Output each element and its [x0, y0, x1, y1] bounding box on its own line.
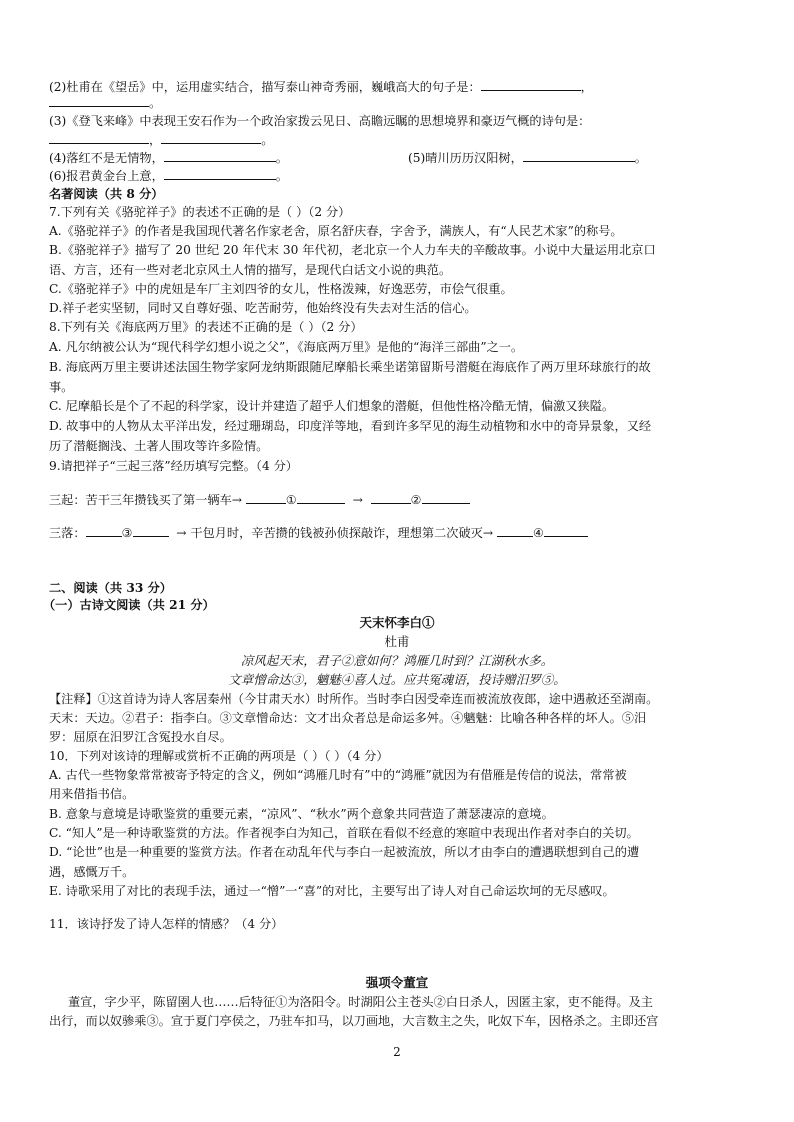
q8-option-b: B. 海底两万里主要讲述法国生物学家阿龙纳斯跟随尼摩船长乘坐诺第留斯号潜艇在海底作了两万里环球旅行的故	[49, 360, 651, 374]
answer-blank[interactable]	[161, 131, 261, 144]
answer-blank-1[interactable]	[246, 491, 286, 504]
fill-prompt: (6)报君黄金台上意，	[49, 169, 164, 183]
q10-option-d: D. “论世”也是一种重要的鉴赏方法。作者在动乱年代与李白一起被流放，所以才由李白的遭遇联想到自己的遭	[49, 845, 640, 859]
question-9: 9.请把祥子“三起三落”经历填写完整。（4 分）	[49, 459, 298, 473]
q10-option-b: B. 意象与意境是诗歌鉴赏的重要元素，“凉风”、“秋水”两个意象共同营造了萧瑟凄凉的意境。	[49, 807, 554, 821]
three-falls-line	[49, 524, 588, 541]
prose-title: 强项令董宣	[365, 975, 429, 990]
section-heading-classics: 名著阅读（共 8 分）	[49, 187, 164, 201]
answer-blank-2[interactable]	[371, 491, 411, 504]
q7-option-d: D.祥子老实坚韧，同时又自尊好强、吃苦耐劳，他始终没有失去对生活的信心。	[49, 301, 477, 315]
q8-option-d: D. 故事中的人物从太平洋出发，经过珊瑚岛，印度洋等地，看到许多罕见的海生动植物和水中的奇异景象，又经	[49, 419, 652, 433]
poem-line-2: 文章憎命达③，魑魅④喜人过。应共冤魂语，投诗赠汨罗⑤。	[228, 672, 566, 687]
question-7: 7.下列有关《骆驼祥子》的表述不正确的是（ ）（2 分）	[49, 205, 351, 219]
q10-option-a-cont: 用来借指书信。	[49, 787, 135, 801]
q7-option-b-cont: 语、方言，还有一些对老北京风土人情的描写，是现代白话文小说的典范。	[49, 263, 452, 277]
answer-blank[interactable]	[523, 149, 635, 162]
fill-line-6: (6)报君黄金台上意， 。	[49, 169, 288, 183]
answer-blank-2[interactable]	[422, 491, 470, 504]
answer-blank-4[interactable]	[544, 524, 588, 537]
poem-author: 杜甫	[384, 634, 410, 649]
fill-prompt: (4)落红不是无情物，	[49, 151, 164, 165]
answer-blank-1[interactable]	[297, 491, 345, 504]
fill-line-2: (2)杜甫在《望岳》中，运用虚实结合，描写泰山神奇秀丽，巍峨高大的句子是： ，	[49, 80, 593, 94]
arrow: →	[352, 493, 363, 507]
fill-prompt: (3)《登飞来峰》中表现王安石作为一个政治家拨云见日、高瞻远瞩的思想境界和豪迈气概的诗句是：	[49, 114, 591, 128]
question-8: 8.下列有关《海底两万里》的表述不正确的是（ ）（2 分）	[49, 320, 363, 334]
blank-marker-4: ④	[532, 526, 544, 540]
answer-blank[interactable]	[481, 78, 581, 91]
fill-line-2-cont: 。	[49, 94, 161, 111]
q10-option-c: C. “知人”是一种诗歌鉴赏的方法。作者视李白为知己，首联在看似不经意的寒暄中表现出作者对李白的关切。	[49, 826, 639, 840]
q7-option-c: C.《骆驼祥子》中的虎妞是车厂主刘四爷的女儿，性格泼辣，好逸恶劳，市侩气很重。	[49, 282, 513, 296]
three-rises-label: 三起：苦干三年攒钱买了第一辆车→	[49, 493, 243, 507]
three-falls-middle: → 干包月时，辛苦攒的钱被孙侦探敲诈，理想第二次破灭→	[176, 526, 494, 540]
answer-blank[interactable]	[49, 131, 149, 144]
answer-blank[interactable]	[164, 167, 276, 180]
poem-note-1: 【注释】①这首诗为诗人客居秦州（今甘肃天水）时所作。当时李白因受牵连而被流放夜郎，途中遇赦还至湖南。	[49, 692, 659, 706]
prose-paragraph-line-1: 董宣，字少平，陈留圉人也……后特征①为洛阳令。时湖阳公主苍头②白日杀人，因匿主家，吏不能得。及主	[68, 995, 653, 1009]
poem-note-3: 罗：屈原在汨罗江含冤投水自尽。	[49, 730, 232, 744]
fill-prompt: (5)晴川历历汉阳树，	[408, 151, 523, 165]
q7-option-a: A.《骆驼祥子》的作者是我国现代著名作家老舍，原名舒庆春，字舍予，满族人，有“人民艺术家”的称号。	[49, 224, 623, 238]
q10-option-e: E. 诗歌采用了对比的表现手法，通过一“憎”一“喜”的对比，主要写出了诗人对自己命运坎坷的无尽感叹。	[49, 884, 615, 898]
fill-line-4: (4)落红不是无情物， 。	[49, 151, 288, 165]
q10-option-d-cont: 遇，感慨万千。	[49, 865, 135, 879]
fill-line-3	[49, 113, 590, 129]
q10-option-a: A. 古代一些物象常常被寄予特定的含义，例如“鸿雁几时有”中的“鸿雁”就因为有借雁是传信的说法，常常被	[49, 768, 627, 782]
q8-option-b-cont: 事。	[49, 380, 74, 394]
fill-prompt: (2)杜甫在《望岳》中，运用虚实结合，描写泰山神奇秀丽，巍峨高大的句子是：	[49, 80, 481, 94]
answer-blank[interactable]	[164, 149, 276, 162]
blank-marker-3: ③	[121, 526, 133, 540]
page-number: 2	[393, 1045, 401, 1059]
section-heading-reading: 二、阅读（共 33 分）	[49, 581, 172, 595]
q7-option-b: B.《骆驼祥子》描写了 20 世纪 20 年代末 30 年代初，老北京一个人力车夫的辛酸故事。小说中大量运用北京口	[49, 243, 656, 257]
blank-marker-2: ②	[410, 493, 422, 507]
poem-note-2: 天末：天边。②君子：指李白。③文章憎命达：文才出众者总是命运多舛。④魑魅：比喻各种各样的坏人。⑤汨	[49, 711, 647, 725]
q8-option-d-cont: 历了潜艇搁浅、土著人围攻等许多险情。	[49, 439, 269, 453]
prose-paragraph-line-2: 出行，而以奴骖乘③。宣于夏门亭侯之，乃驻车扣马，以刀画地，大言数主之失，叱奴下车，因格杀之。主即还宫	[49, 1014, 659, 1028]
poem-line-1: 凉风起天末，君子②意如何？鸿雁几时到？江湖秋水多。	[240, 653, 554, 668]
three-rises-line	[49, 491, 470, 508]
answer-blank[interactable]	[49, 94, 149, 107]
question-11: 11．该诗抒发了诗人怎样的情感？（4 分）	[49, 917, 284, 931]
answer-blank-3[interactable]	[86, 524, 122, 537]
fill-line-5: (5)晴川历历汉阳树， 。	[408, 151, 647, 165]
answer-blank-4[interactable]	[497, 524, 533, 537]
q8-option-c: C. 尼摩船长是个了不起的科学家，设计并建造了超乎人们想象的潜艇，但他性格冷酷无情，偏激又狭隘。	[49, 399, 615, 413]
answer-blank-3[interactable]	[133, 524, 169, 537]
fill-line-3-cont: ， 。	[49, 131, 273, 148]
poem-title: 天末怀李白①	[359, 615, 435, 630]
q8-option-a: A. 凡尔纳被公认为“现代科学幻想小说之父”，《海底两万里》是他的“海洋三部曲”之一。	[49, 340, 524, 354]
three-falls-label: 三落：	[49, 526, 86, 540]
blank-marker-1: ①	[285, 493, 297, 507]
question-10: 10．下列对该诗的理解或赏析不正确的两项是（ ）（ ）（4 分）	[49, 749, 389, 763]
subsection-heading: （一）古诗文阅读（共 21 分）	[43, 598, 215, 612]
